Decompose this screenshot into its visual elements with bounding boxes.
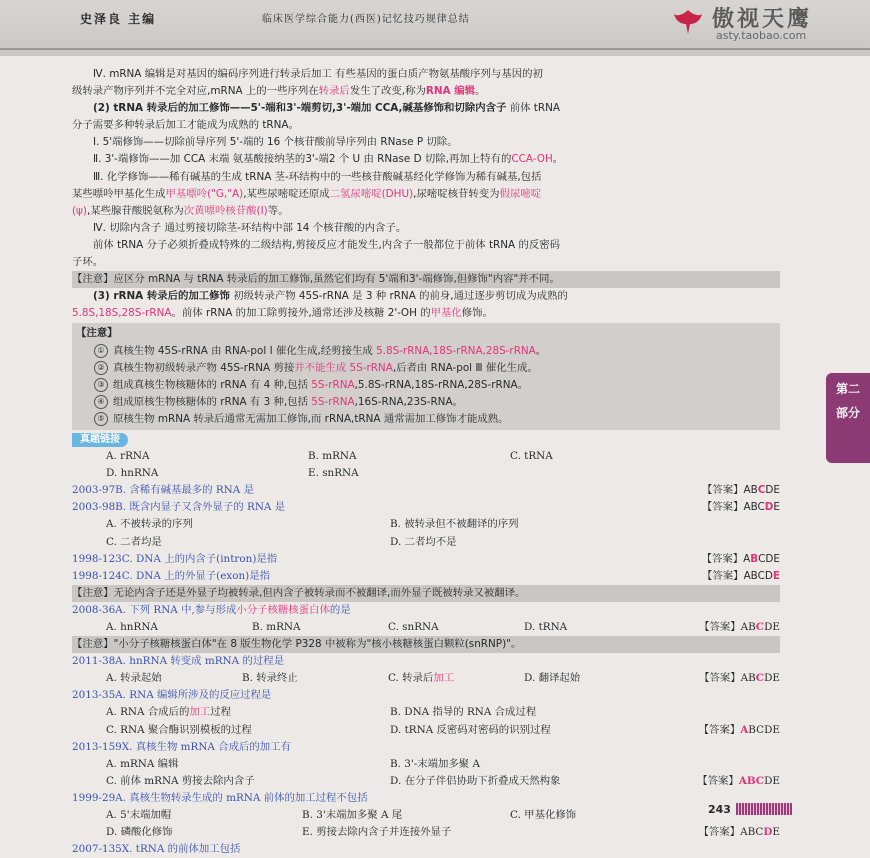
brand-site: asty.taobao.com <box>716 29 807 42</box>
zhenti-label: 真题链接 <box>72 433 128 447</box>
section-heading-rrna: (3) rRNA 转录后的加工修饰 初级转录产物 45S-rRNA 是 3 种 rRNA 的前身,通过逐步剪切成为成熟的 <box>93 290 568 303</box>
page-number: 243 <box>708 803 731 816</box>
option-row: C. 二者均是 D. 二者均不是 <box>106 535 457 548</box>
paragraph-line: (ψ),某些腺苷酸脱氨称为次黄嘌呤核苷酸(I)等。 <box>72 204 289 217</box>
option-row: A. 不被转录的序列 B. 被转录但不被翻译的序列 <box>106 518 519 531</box>
section-heading-trna: (2) tRNA 转录后的加工修饰——5'-端和3'-端剪切,3'-端加 CCA,碱基修饰和切除内含子 前体 tRNA <box>93 102 560 115</box>
question-row: 1998-124C. DNA 上的外显子(exon)是指 【答案】ABCDE <box>72 568 780 585</box>
note-box <box>72 323 780 430</box>
paragraph-line: 5.8S,18S,28S-rRNA。前体 rRNA 的加工除剪接外,通常还涉及核糖 2'-OH 的甲基化修饰。 <box>72 307 493 320</box>
answer: 【答案】ABCDE <box>698 723 780 736</box>
paragraph-line: 前体 tRNA 分子必须折叠成特殊的二级结构,剪接反应才能发生,内含子一般都位于前体 tRNA 的反密码 <box>93 238 561 251</box>
paragraph-line: Ⅲ. 化学修饰——稀有碱基的生成 tRNA 茎-环结构中的一些核苷酸碱基经化学修饰为稀有碱基,包括 <box>93 170 542 183</box>
answer: 【答案】ABCDE <box>701 501 780 514</box>
option-row: D. 磷酸化修饰 E. 剪接去除内含子并连接外显子 【答案】ABCDE <box>72 824 780 841</box>
book-series-title: 临床医学综合能力(西医)记忆技巧规律总结 <box>262 14 470 25</box>
note-bar: 【注意】"小分子核糖核蛋白体"在 8 版生物化学 P328 中被称为"核小核糖核蛋白颗粒(snRNP)"。 <box>72 636 780 653</box>
note-item: ③ 组成真核生物核糖体的 rRNA 有 4 种,包括 5S-rRNA,5.8S-rRNA,18S-rRNA,28S-rRNA。 <box>72 377 780 394</box>
option-row: D. hnRNA E. snRNA <box>106 467 359 480</box>
page-body <box>72 66 780 858</box>
note-item: ① 真核生物 45S-rRNA 由 RNA-pol Ⅰ 催化生成,经剪接生成 5.8S-rRNA,18S-rRNA,28S-rRNA。 <box>72 343 780 360</box>
paragraph-line: 分子需要多种转录后加工才能成为成熟的 tRNA。 <box>72 119 299 132</box>
option-row: A. mRNA 编辑 B. 3'-末端加多聚 A <box>106 757 480 770</box>
page-header <box>0 0 870 56</box>
option-row: A. 5'末端加帽 B. 3'末端加多聚 A 尾 C. 甲基化修饰 <box>106 809 577 822</box>
paragraph-line: Ⅱ. 3'-端修饰——加 CCA 末端 氨基酸接纳茎的3'-端2 个 U 由 RNase D 切除,再加上特有的CCA-OH。 <box>93 153 564 166</box>
header-divider <box>0 48 870 50</box>
answer: 【答案】ABCDE <box>701 484 780 497</box>
answer: 【答案】ABCDE <box>702 569 780 582</box>
option-row: A. rRNA B. mRNA C. tRNA <box>106 450 553 463</box>
brand-name: 傲视天鹰 <box>712 7 813 32</box>
question-row: 2008-36A. 下列 RNA 中,参与形成小分子核糖核蛋白体的是 <box>72 603 351 616</box>
paragraph-line: Ⅳ. mRNA 编辑是对基因的编码序列进行转录后加工 有些基因的蛋白质产物氨基酸序列与基因的初 <box>93 68 543 80</box>
paragraph-line: 某些嘌呤甲基化生成甲基嘌呤("G,"A),某些尿嘧啶还原成二氢尿嘧啶(DHU),尿嘧啶核苷转变为假尿嘧啶 <box>72 187 542 200</box>
question-row: 2013-35A. RNA 编辑所涉及的反应过程是 <box>72 689 272 702</box>
paragraph-line: 级转录产物序列并不完全对应,mRNA 上的一些序列在转录后发生了改变,称为RNA 编辑。 <box>72 85 486 98</box>
page-number-bar <box>736 803 792 815</box>
option-row: A. RNA 合成后的加工过程 B. DNA 指导的 RNA 合成过程 <box>106 706 537 719</box>
question-row: 1998-123C. DNA 上的内含子(intron)是指 【答案】ABCDE <box>72 551 780 568</box>
answer: 【答案】ABCDE <box>699 621 780 633</box>
paragraph-line: Ⅰ. 5'端修饰——切除前导序列 5'-端的 16 个核苷酸前导序列由 RNase P 切除。 <box>93 136 458 149</box>
note-item: ② 真核生物初级转录产物 45S-rRNA 剪接并不能生成 5S-rRNA,后者由 RNA-pol Ⅲ 催化生成。 <box>72 360 780 377</box>
zhenti-label-row <box>72 431 780 448</box>
question-row: 2013-159X. 真核生物 mRNA 合成后的加工有 <box>72 740 291 753</box>
note-item: ⑤ 原核生物 mRNA 转录后通常无需加工修饰,而 rRNA,tRNA 通常需加工修饰才能成熟。 <box>72 411 780 428</box>
question-row: 1999-29A. 真核生物转录生成的 mRNA 前体的加工过程不包括 <box>72 791 368 804</box>
part-tab <box>826 373 870 463</box>
note-bar: 【注意】应区分 mRNA 与 tRNA 转录后的加工修饰,虽然它们均有 5'端和3'-端修饰,但修饰"内容"并不同。 <box>72 271 780 288</box>
option-row: A. 转录起始 B. 转录终止 C. 转录后加工 D. 翻译起始 【答案】ABCDE <box>72 670 780 687</box>
question-row: 2003-98B. 既含内显子又含外显子的 RNA 是 【答案】ABCDE <box>72 499 780 516</box>
eagle-logo-icon <box>672 6 704 38</box>
question-row: 2003-97B. 含稀有碱基最多的 RNA 是 【答案】ABCDE <box>72 482 780 499</box>
answer: 【答案】ABCDE <box>698 826 780 839</box>
question-row: 2011-38A. hnRNA 转变成 mRNA 的过程是 <box>72 655 285 668</box>
paragraph-line: Ⅳ. 切除内含子 通过剪接切除茎-环结构中部 14 个核苷酸的内含子。 <box>93 221 407 234</box>
option-row: A. hnRNA B. mRNA C. snRNA D. tRNA 【答案】ABCDE <box>72 619 780 636</box>
question-row: 2007-135X. tRNA 的前体加工包括 <box>72 843 241 856</box>
answer: 【答案】ABCDE <box>701 552 780 565</box>
part-tab-line: 第二 <box>835 382 860 396</box>
paragraph-line: 子环。 <box>72 256 104 269</box>
answer: 【答案】ABCDE <box>697 774 780 787</box>
answer: 【答案】ABCDE <box>699 672 780 685</box>
part-tab-line: 部分 <box>835 406 860 420</box>
note-title: 【注意】 <box>76 327 118 340</box>
note-item: ④ 组成原核生物核糖体的 rRNA 有 3 种,包括 5S-rRNA,16S-RNA,23S-RNA。 <box>72 394 780 411</box>
option-row: C. RNA 聚合酶识别模板的过程 D. tRNA 反密码对密码的识别过程 【答案】ABCDE <box>72 722 780 739</box>
note-bar: 【注意】无论内含子还是外显子均被转录,但内含子被转录而不被翻译,而外显子既被转录又被翻译。 <box>72 585 780 602</box>
editor-label: 史泽良 主编 <box>80 12 157 26</box>
option-row: C. 前体 mRNA 剪接去除内含子 D. 在分子伴侣协助下折叠成天然构象 【答案】ABCDE <box>72 773 780 790</box>
